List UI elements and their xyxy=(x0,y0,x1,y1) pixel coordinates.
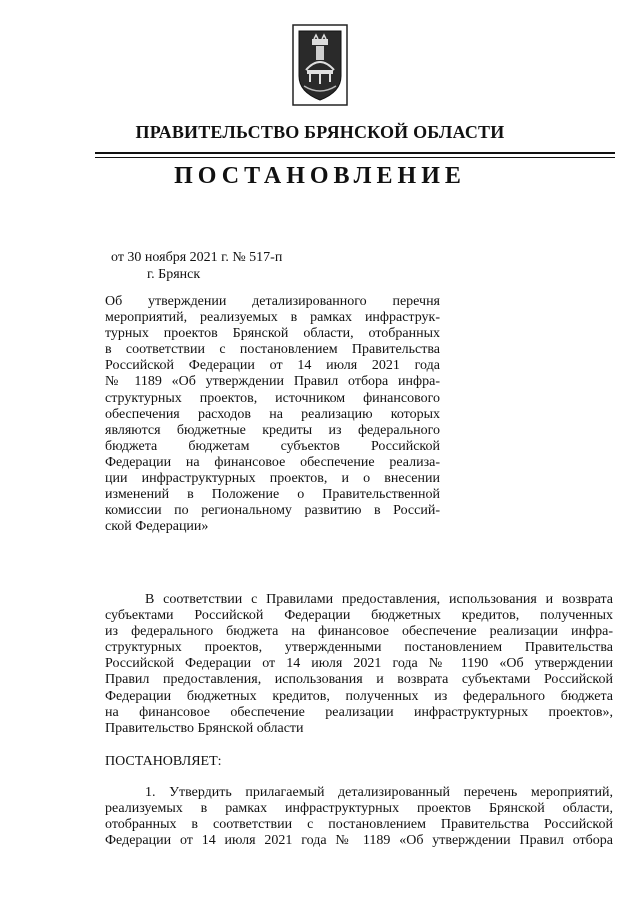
preamble-line: Правил предоставления, использования и возврата субъектами Российской xyxy=(105,672,613,688)
date-number: от 30 ноября 2021 г. № 517-п xyxy=(111,250,283,265)
preamble-line: В соответствии с Правилами предоставления, использования и возврата xyxy=(145,592,613,607)
header-rule-thin xyxy=(95,157,615,158)
preamble-line: субъектами Российской Федерации бюджетных кредитов, полученных xyxy=(105,608,613,624)
subject-line: обеспечения расходов на реализацию которых xyxy=(105,406,440,422)
preamble-line: Федерации бюджетных кредитов, полученных из федерального бюджета xyxy=(105,688,613,704)
preamble-line: на финансовое обеспечение реализации инфраструктурных проектов», xyxy=(105,704,613,720)
resolves-keyword: ПОСТАНОВЛЯЕТ: xyxy=(105,754,222,769)
preamble-line: из федерального бюджета на финансовое обеспечение реализации инфра- xyxy=(105,624,613,640)
subject-line: ции инфраструктурных проектов, и о внесении xyxy=(105,471,440,487)
item-1-line: Федерации от 14 июля 2021 года № 1189 «Об утверждении Правил отбора xyxy=(105,833,613,849)
subject-line: № 1189 «Об утверждении Правил отбора инфра- xyxy=(105,374,440,390)
item-1-line: реализуемых в рамках инфраструктурных проектов Брянской области, xyxy=(105,801,613,817)
preamble-line: структурных проектов, утвержденными постановлением Правительства xyxy=(105,640,613,656)
subject-line: турных проектов Брянской области, отобранных xyxy=(105,326,440,342)
subject-line: изменений в Положение о Правительственной xyxy=(105,487,440,503)
preamble-line: Правительство Брянской области xyxy=(105,720,304,736)
item-1-line: отобранных в соответствии с постановлением Правительства Российской xyxy=(105,817,613,833)
subject-line: являются бюджетные кредиты из федерального xyxy=(105,422,440,438)
coat-of-arms-emblem xyxy=(292,24,348,106)
subject-line: ской Федерации» xyxy=(105,519,209,535)
subject-line: Об утверждении детализированного перечня xyxy=(105,294,440,309)
header-rule-thick xyxy=(95,152,615,154)
subject-line: Федерации на финансовое обеспечение реализа- xyxy=(105,454,440,470)
subject-line: мероприятий, реализуемых в рамках инфраструк- xyxy=(105,310,440,326)
subject-block xyxy=(105,294,440,535)
item-1-paragraph xyxy=(105,785,613,849)
subject-line: Российской Федерации от 14 июля 2021 года xyxy=(105,358,440,374)
subject-line: бюджета бюджетам субъектов Российской xyxy=(105,438,440,454)
item-1-line: 1. Утвердить прилагаемый детализированный перечень мероприятий, xyxy=(145,785,613,800)
subject-line: структурных проектов, источником финансового xyxy=(105,390,440,406)
preamble-paragraph xyxy=(105,592,613,737)
document-type-title: ПОСТАНОВЛЕНИЕ xyxy=(174,163,466,189)
subject-line: комиссии по региональному развитию в Россий- xyxy=(105,503,440,519)
city: г. Брянск xyxy=(147,267,201,282)
subject-line: в соответствии с постановлением Правительства xyxy=(105,342,440,358)
organization-name: ПРАВИТЕЛЬСТВО БРЯНСКОЙ ОБЛАСТИ xyxy=(135,122,505,142)
preamble-line: Российской Федерации от 14 июля 2021 года № 1190 «Об утверждении xyxy=(105,656,613,672)
